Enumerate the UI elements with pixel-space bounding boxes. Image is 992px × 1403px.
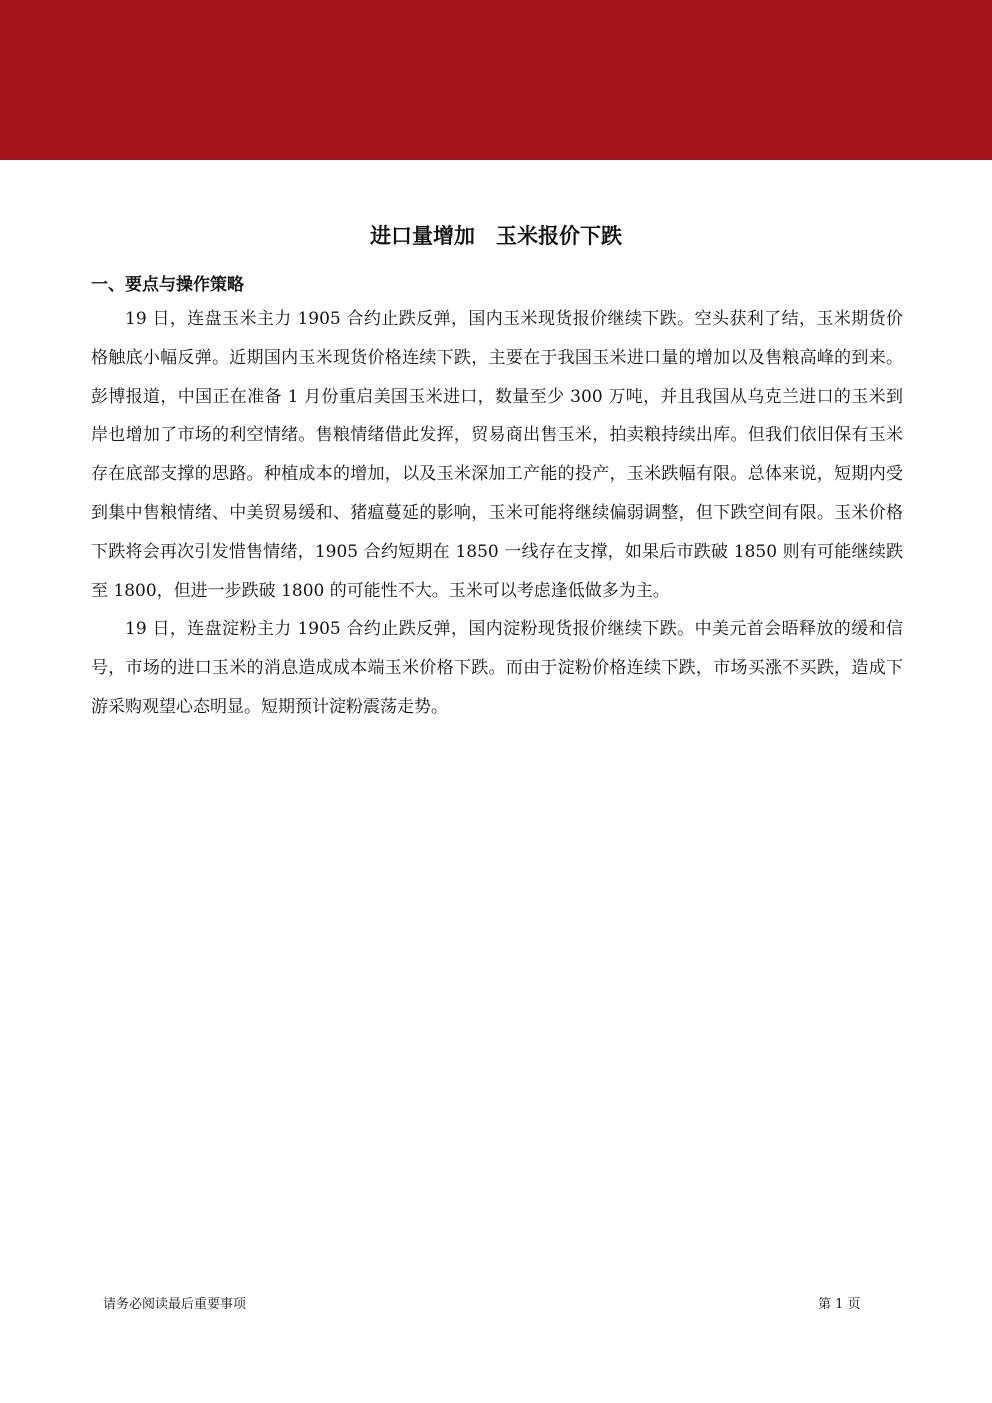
page-number: 第 1 页 — [818, 1297, 861, 1312]
header-divider-thin — [0, 0, 992, 160]
body-text — [91, 300, 903, 727]
document-title: 进口量增加 玉米报价下跌 — [370, 224, 622, 248]
paragraph: 19 日，连盘淀粉主力 1905 合约止跌反弹，国内淀粉现货报价继续下跌。中美元首会晤释放的缓和信号，市场的进口玉米的消息造成成本端玉米价格下跌。而由于淀粉价格连续下跌，市场买涨不买跌，造成下游采购观望心态明显。短期预计淀粉震荡走势。 — [91, 619, 903, 717]
section-title: 一、要点与操作策略 — [91, 275, 244, 295]
paragraph: 19 日，连盘玉米主力 1905 合约止跌反弹，国内玉米现货报价继续下跌。空头获利了结，玉米期货价格触底小幅反弹。近期国内玉米现货价格连续下跌，主要在于我国玉米进口量的增加以及售粮高峰的到来。彭博报道，中国正在准备 1 月份重启美国玉米进口，数量至少 300 万吨，并且我国从乌克兰进口的玉米到岸也增加了市场的利空情绪。售粮情绪借此发挥，贸易商出售玉米，拍卖粮持续出库。但我们依旧保有玉米存在底部支撑的思路。种植成本的增加，以及玉米深加工产能的投产，玉米跌幅有限。总体来说，短期内受到集中售粮情绪、中美贸易缓和、猪瘟蔓延的影响，玉米可能将继续偏弱调整，但下跌空间有限。玉米价格下跌将会再次引发惜售情绪，1905 合约短期在 1850 一线存在支撑，如果后市跌破 1850 则有可能继续跌至 1800，但进一步跌破 1800 的可能性不大。玉米可以考虑逢低做多为主。 — [91, 309, 903, 601]
footer-notice: 请务必阅读最后重要事项 — [103, 1297, 247, 1312]
